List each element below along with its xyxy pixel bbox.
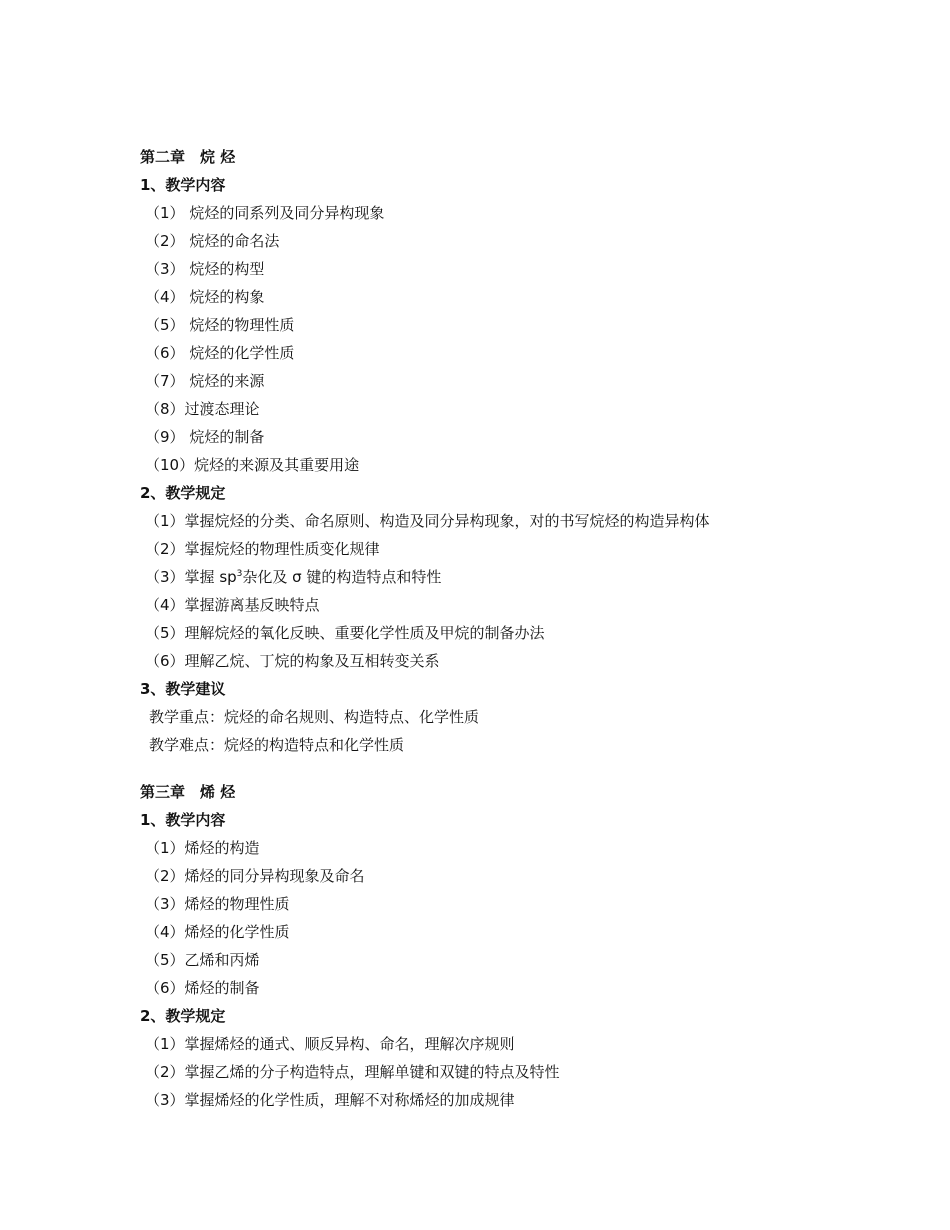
item-number: （1） [145, 839, 185, 857]
item-text: 理解乙烷、丁烷的构象及互相转变关系 [184, 652, 440, 670]
item-number: （4） [145, 923, 185, 941]
chapter-2-title: 第二章 烷 烃 [140, 148, 236, 166]
item-number: （6） [145, 652, 185, 670]
item-text: 掌握烯烃的通式、顺反异构、命名，理解次序规则 [184, 1035, 515, 1053]
chapter-2-section-2-heading: 2、教学规定 [140, 484, 226, 502]
list-item [140, 834, 900, 862]
item-text: 烷烃的同系列及同分异构现象 [184, 204, 385, 222]
list-item [140, 918, 900, 946]
list-item [140, 619, 900, 647]
chapter-2-section-1-heading: 1、教学内容 [140, 176, 226, 194]
list-item [140, 283, 900, 311]
item-text: 乙烯和丙烯 [184, 951, 260, 969]
item-number: （5） [145, 624, 185, 642]
item-text: 烷烃的来源 [184, 372, 265, 390]
chapter-3-title: 第三章 烯 烃 [140, 783, 236, 801]
list-item [140, 1058, 900, 1086]
list-item [140, 199, 900, 227]
item-text: 烷烃的命名法 [184, 232, 280, 250]
list-item [140, 890, 900, 918]
list-item [140, 1086, 900, 1114]
item-text: 烷烃的构型 [184, 260, 265, 278]
list-item [140, 591, 900, 619]
item-text-part-b: 杂化及 σ 键的构造特点和特性 [242, 568, 442, 586]
item-text: 掌握烷烃的物理性质变化规律 [184, 540, 380, 558]
item-number: （3） [145, 1091, 185, 1109]
item-number: （9） [145, 428, 185, 446]
list-item [140, 507, 900, 535]
item-text: 烯烃的化学性质 [184, 923, 290, 941]
list-item [140, 423, 900, 451]
item-number: （4） [145, 288, 185, 306]
item-text: 烷烃的构象 [184, 288, 265, 306]
item-text: 烯烃的制备 [184, 979, 260, 997]
item-text-part-a: 掌握 sp [184, 568, 237, 586]
item-number: （4） [145, 596, 185, 614]
list-item [140, 946, 900, 974]
item-number: （2） [145, 867, 185, 885]
item-text: 烯烃的构造 [184, 839, 260, 857]
superscript: 3 [236, 569, 243, 579]
item-text: 掌握烷烃的分类、命名原则、构造及同分异构现象，对的书写烷烃的构造异构体 [184, 512, 710, 530]
chapter-2-section-3-heading: 3、教学建议 [140, 680, 226, 698]
chapter-spacer [140, 759, 900, 778]
item-text: 烷烃的化学性质 [184, 344, 295, 362]
item-number: （1） [145, 512, 185, 530]
item-text: 烯烃的同分异构现象及命名 [184, 867, 365, 885]
list-item [140, 451, 900, 479]
list-item [140, 974, 900, 1002]
item-number: （7） [145, 372, 185, 390]
item-number: （3） [145, 260, 185, 278]
item-text: 烯烃的物理性质 [184, 895, 290, 913]
item-number: （10） [145, 456, 195, 474]
item-number: （3） [145, 568, 185, 586]
item-number: （1） [145, 204, 185, 222]
item-number: （2） [145, 540, 185, 558]
list-item [140, 535, 900, 563]
list-item [140, 395, 900, 423]
list-item [140, 339, 900, 367]
item-text: 理解烷烃的氧化反映、重要化学性质及甲烷的制备办法 [184, 624, 545, 642]
item-number: （6） [145, 344, 185, 362]
list-item [140, 563, 900, 591]
list-item [140, 311, 900, 339]
item-number: （5） [145, 951, 185, 969]
list-item [140, 255, 900, 283]
list-item [140, 647, 900, 675]
document-page [140, 143, 900, 1114]
item-text: 过渡态理论 [184, 400, 260, 418]
item-text: 烷烃的物理性质 [184, 316, 295, 334]
list-item [140, 862, 900, 890]
item-text: 掌握游离基反映特点 [184, 596, 320, 614]
item-number: （3） [145, 895, 185, 913]
item-text: 掌握烯烃的化学性质，理解不对称烯烃的加成规律 [184, 1091, 515, 1109]
item-number: （6） [145, 979, 185, 997]
chapter-3-section-2-heading: 2、教学规定 [140, 1007, 226, 1025]
item-text: 掌握乙烯的分子构造特点，理解单键和双键的特点及特性 [184, 1063, 560, 1081]
item-number: （1） [145, 1035, 185, 1053]
item-number: （5） [145, 316, 185, 334]
item-text: 烷烃的来源及其重要用途 [194, 456, 360, 474]
item-text: 烷烃的制备 [184, 428, 265, 446]
chapter-3-section-1-heading: 1、教学内容 [140, 811, 226, 829]
item-number: （2） [145, 1063, 185, 1081]
teaching-difficulty-note: 教学难点：烷烃的构造特点和化学性质 [149, 736, 405, 754]
list-item [140, 227, 900, 255]
teaching-focus-note: 教学重点：烷烃的命名规则、构造特点、化学性质 [149, 708, 480, 726]
list-item [140, 367, 900, 395]
item-number: （2） [145, 232, 185, 250]
list-item [140, 1030, 900, 1058]
item-number: （8） [145, 400, 185, 418]
